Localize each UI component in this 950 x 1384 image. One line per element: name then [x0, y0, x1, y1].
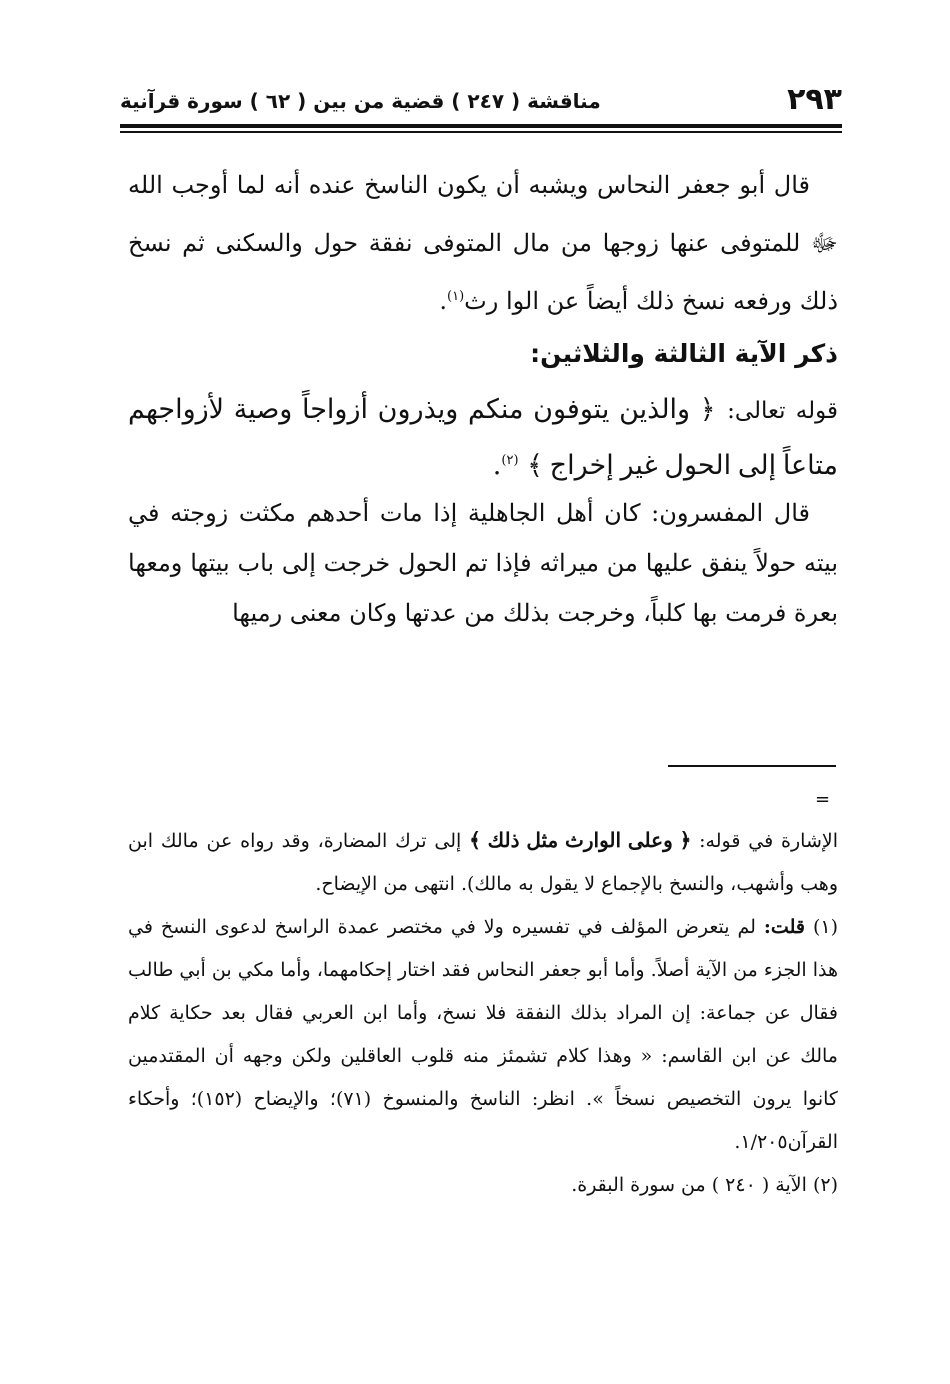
footnote-2-number: (٢)	[812, 1174, 838, 1196]
footnote-1-label: قلت:	[763, 916, 805, 938]
footnote-1	[128, 906, 838, 1164]
footnote-continuation-mark: =	[815, 789, 831, 810]
page-number: ٢٩٣	[787, 82, 842, 117]
running-title: مناقشة ( ٢٤٧ ) قضية من بين ( ٦٢ ) سورة قرآنية	[120, 89, 601, 113]
verse-paragraph	[128, 382, 838, 493]
verse-end: .	[492, 450, 502, 481]
footnote-ref-1: (١)	[447, 289, 465, 304]
footnote-continued	[128, 820, 838, 906]
header-rule-thick	[120, 124, 842, 128]
footnote-cont-rest: إلى ترك المضارة، وقد رواه عن مالك ابن وهب وأشهب، والنسخ بالإجماع لا يقول به مالك). انتهى من الإيضاح.	[128, 830, 838, 895]
verse-lead: قوله تعالى:	[727, 398, 838, 424]
footnote-2	[128, 1164, 838, 1207]
header-rule-thin	[120, 131, 842, 133]
footnote-ref-2: (٢)	[501, 453, 519, 468]
footnotes	[128, 820, 838, 1207]
footnote-2-text: الآية ( ٢٤٠ ) من سورة البقرة.	[571, 1174, 807, 1196]
section-heading: ذكر الآية الثالثة والثلاثين:	[530, 339, 838, 368]
paragraph-1-text: قال أبو جعفر النحاس ويشبه أن يكون الناسخ عنده أنه لما أوجب الله ﷻ للمتوفى عنها زوجها من مال المتوفى نفقة حول والسكنى ثم نسخ ذلك ورفعه نسخ ذلك أيضاً عن الوا رث	[128, 171, 838, 315]
footnote-separator	[668, 765, 836, 767]
tafsir-text: قال المفسرون: كان أهل الجاهلية إذا مات أحدهم مكثت زوجته في بيته حولاً ينفق عليها من ميراثه فإذا تم الحول خرجت إلى باب بيتها ومعها بعرة فرمت بها كلباً، وخرجت بذلك من عدتها وكان معنى رميها	[128, 499, 839, 627]
footnote-cont-lead: الإشارة في قوله:	[699, 830, 839, 852]
footnote-1-number: (١)	[812, 916, 838, 938]
body-paragraph-1	[128, 156, 838, 330]
paragraph-1-end: .	[439, 287, 448, 315]
footnote-1-text: لم يتعرض المؤلف في تفسيره ولا في مختصر عمدة الراسخ لدعوى النسخ في هذا الجزء من الآية أصلاً. وأما أبو جعفر النحاس فقد اختار إحكامهما، وأما مكي بن أبي طالب فقال عن جماعة: إن المراد بذلك النفقة فلا نسخ، وأما ابن العربي فقال بعد حكاية كلام مالك عن ابن القاسم: « وهذا كلام تشمئز منه قلوب العاقلين ولكن وجهه أن المقتدمين كانوا يرون التخصيص نسخاً ». انظر: الناسخ والمنسوخ (٧١)؛ والإيضاح (١٥٢)؛ وأحكاء القرآن١/٢٠٥.	[128, 916, 838, 1153]
quran-verse: ﴿ والذين يتوفون منكم ويذرون أزواجاً وصية لأزواجهم متاعاً إلى الحول غير إخراج ﴾	[128, 394, 838, 480]
page-header	[120, 80, 842, 120]
footnote-cont-quote: ﴿ وعلى الوارث مثل ذلك ﴾	[469, 830, 692, 852]
tafsir-paragraph	[128, 488, 838, 638]
